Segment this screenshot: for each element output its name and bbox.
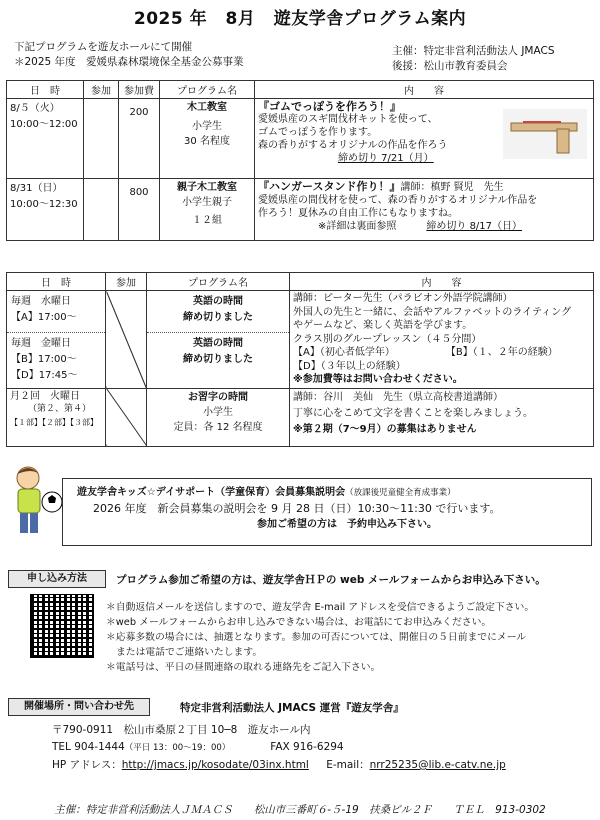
row2-teacher: 講師：槙野 賢児 先生 <box>400 182 504 193</box>
apply-main: プログラム参加ご希望の方は、遊友学舎ＨＰの web メールフォームからお申込み下さい。 <box>116 574 546 586</box>
eng-day1-time: 【A】17:00～ <box>11 312 77 323</box>
apply-notes <box>106 600 534 675</box>
header-line1: 下記プログラムを遊友ホールにて開催 <box>14 41 193 53</box>
hp-link[interactable]: http://jmacs.jp/kosodate/03inx.html <box>121 759 309 771</box>
row1-c1: 愛媛県産のスギ間伐材キットを使って、 <box>258 114 438 125</box>
row1-content-title: 『ゴムでっぽうを作ろう！』 <box>258 100 401 113</box>
row2-name: 親子木工教室 <box>177 182 237 193</box>
sponsor: 主催：特定非営利活動法人 JMACS <box>392 45 555 57</box>
program-table-1 <box>6 80 594 241</box>
eng-closed-1: 締め切りました <box>183 312 253 323</box>
qr-code-icon[interactable] <box>30 594 94 658</box>
support: 後援：松山市教育委員会 <box>392 60 508 72</box>
th-join: 参加 <box>84 81 119 99</box>
row1-fee: 200 <box>119 99 160 179</box>
eng-name-2: 英語の時間 <box>193 338 243 349</box>
eng-closed-2: 締め切りました <box>183 354 253 365</box>
apply-note2: ＊web メールフォームからお申し込みできない場合は、お電話にてお申込みください。 <box>106 617 492 628</box>
row1-target: 小学生 <box>192 121 222 132</box>
th2-program: プログラム名 <box>147 273 290 291</box>
hp-label: HP アドレス： <box>52 759 122 771</box>
row1-date: 8/５（火） <box>10 103 60 114</box>
table-row <box>7 291 594 389</box>
table-row <box>7 99 594 179</box>
apply-note3b: または電話でご連絡いたします。 <box>116 647 263 658</box>
eng-c5b: 【B】（１、２年の経験） <box>450 347 558 358</box>
program-table-2 <box>6 272 594 447</box>
row1-c2: ゴムでっぽうを作ります。 <box>258 127 378 138</box>
row1-capacity: 30 名程度 <box>184 136 230 147</box>
th2-date: 日 時 <box>7 273 106 291</box>
gun-photo-icon <box>503 109 587 159</box>
notice-line3: 参加ご希望の方は 予約申込み下さい。 <box>257 519 437 530</box>
row2-capacity: １２組 <box>192 215 222 226</box>
row1-c3: 森の香りがするオリジナルの作品を作ろう <box>258 140 448 151</box>
footer: 主催：特定非営利活動法人ＪＭＡＣＳ 松山市三番町６-５-19 扶桑ビル２Ｆ ＴＥＬ 913-0302 <box>54 804 546 816</box>
row2-date: 8/31（日） <box>10 183 63 194</box>
venue-label: 開催場所・問い合わせ先 <box>8 698 150 716</box>
row1-time: 10:00～12:00 <box>10 119 78 130</box>
eng-name-1: 英語の時間 <box>193 296 243 307</box>
child-soccer-icon <box>8 462 68 544</box>
cal-target: 小学生 <box>203 406 233 418</box>
cal-c3: ※第２期（7～9月）の募集はありません <box>293 423 477 435</box>
row2-deadline: 締め切り 8/17（日） <box>426 221 523 232</box>
notice-line1: 遊友学舎キッズ☆デイサポート（学童保育）会員募集説明会 <box>77 487 346 498</box>
row2-fee: 800 <box>119 179 160 241</box>
eng-day1: 毎週 水曜日 <box>11 296 71 307</box>
apply-label: 申し込み方法 <box>8 570 106 588</box>
eng-c7: ※参加費等はお問い合わせください。 <box>293 374 463 385</box>
apply-note4: ＊電話号は、平日の昼間連絡の取れる連絡先をご記入下さい。 <box>106 662 381 673</box>
notice-line2: 2026 年度 新会員募集の説明会を 9 月 28 日（日）10:30～11:30 で行います。 <box>93 502 501 515</box>
venue-info <box>52 722 506 774</box>
row2-c2: 作ろう！夏休みの自由工作にもなりますね。 <box>258 208 458 219</box>
row1-deadline: 締め切り 7/21（月） <box>338 153 434 164</box>
th-content: 内 容 <box>255 81 594 99</box>
title-year: 2025 年 <box>133 9 208 29</box>
header-line2: ＊2025 年度 愛媛県森林環境保全基金公募事業 <box>14 56 244 68</box>
cal-c2: 丁寧に心をこめて文字を書くことを楽しみましょう。 <box>293 407 533 419</box>
row1-name: 木工教室 <box>187 102 227 113</box>
venue-address: 〒790-0911 松山市桑原２丁目 10─8 遊友ホール内 <box>52 724 311 736</box>
apply-note3: ＊応募多数の場合には、抽選となります。参加の可否については、開催日の５日前までにメール <box>106 632 527 643</box>
cal-join-closed <box>106 388 147 446</box>
eng-c1: 講師：ピーター先生（パラビオン外語学院講師） <box>293 293 513 304</box>
cal-parts: 【１部】【２部】【３部】 <box>10 417 98 427</box>
th2-join: 参加 <box>106 273 147 291</box>
eng-day2-time-b: 【B】17:00～ <box>11 354 77 365</box>
th-fee: 参加費 <box>119 81 160 99</box>
eng-c4: クラス別のグループレッスン（４５分間） <box>293 333 482 345</box>
venue-tel: TEL 904-1444 <box>52 741 125 753</box>
row2-content-title: 『ハンガースタンド作り！』 <box>258 180 401 193</box>
notice-box <box>62 478 592 546</box>
eng-c3: やゲームなど、楽しく英語を学びます。 <box>293 320 473 331</box>
email-link[interactable]: nrr25235@lib.e-catv.ne.jp <box>369 759 506 771</box>
venue-org: 特定非営利活動法人 JMACS 運営『遊友学舎』 <box>180 702 404 714</box>
row2-c1: 愛媛県産の間伐材を使って、森の香りがするオリジナル作品を <box>258 195 538 206</box>
cal-name: お習字の時間 <box>188 391 248 403</box>
title-text: 遊友学舎プログラム案内 <box>273 9 467 29</box>
eng-day2: 毎週 金曜日 <box>11 338 71 349</box>
cal-day: 月２回 火曜日 <box>10 390 80 402</box>
cal-weeks: （第２、第４） <box>28 403 92 414</box>
title-month: 8月 <box>225 9 256 29</box>
venue-hours: （平日 13：00～19：00） <box>124 743 231 753</box>
eng-c2: 外国人の先生と一緒に、会話やアルファベットのライティング <box>293 306 572 318</box>
email-label: E-mail： <box>326 759 370 771</box>
th-program: プログラム名 <box>160 81 255 99</box>
eng-join-closed <box>106 291 147 389</box>
apply-note1: ＊自動返信メールを送信しますので、遊友学舎 E-mail アドレスを受信できるようご設定下さい。 <box>106 602 535 613</box>
eng-c5a: 【A】（初心者低学年） <box>293 347 395 358</box>
row2-join[interactable] <box>84 179 119 241</box>
table-row <box>7 179 594 241</box>
row2-target: 小学生親子 <box>182 197 232 208</box>
header-left <box>14 40 244 70</box>
page-title <box>0 4 600 29</box>
cal-c1: 講師：谷川 美仙 先生（県立高校書道講師） <box>293 391 503 403</box>
row1-join[interactable] <box>84 99 119 179</box>
row2-time: 10:00～12:30 <box>10 199 78 210</box>
eng-day2-time-d: 【D】17:45～ <box>11 370 78 381</box>
notice-line1-sub: （放課後児童健全育成事業） <box>345 488 456 498</box>
th-date: 日 時 <box>7 81 84 99</box>
row2-detail: ※詳細は裏面参照 <box>318 221 397 232</box>
venue-fax: FAX 916-6294 <box>270 741 344 753</box>
eng-c6: 【D】（３年以上の経験） <box>293 360 406 372</box>
table-row <box>7 388 594 446</box>
th2-content: 内 容 <box>290 273 594 291</box>
cal-capacity: 定員：各 12 名程度 <box>173 421 263 433</box>
header-right <box>392 44 555 74</box>
